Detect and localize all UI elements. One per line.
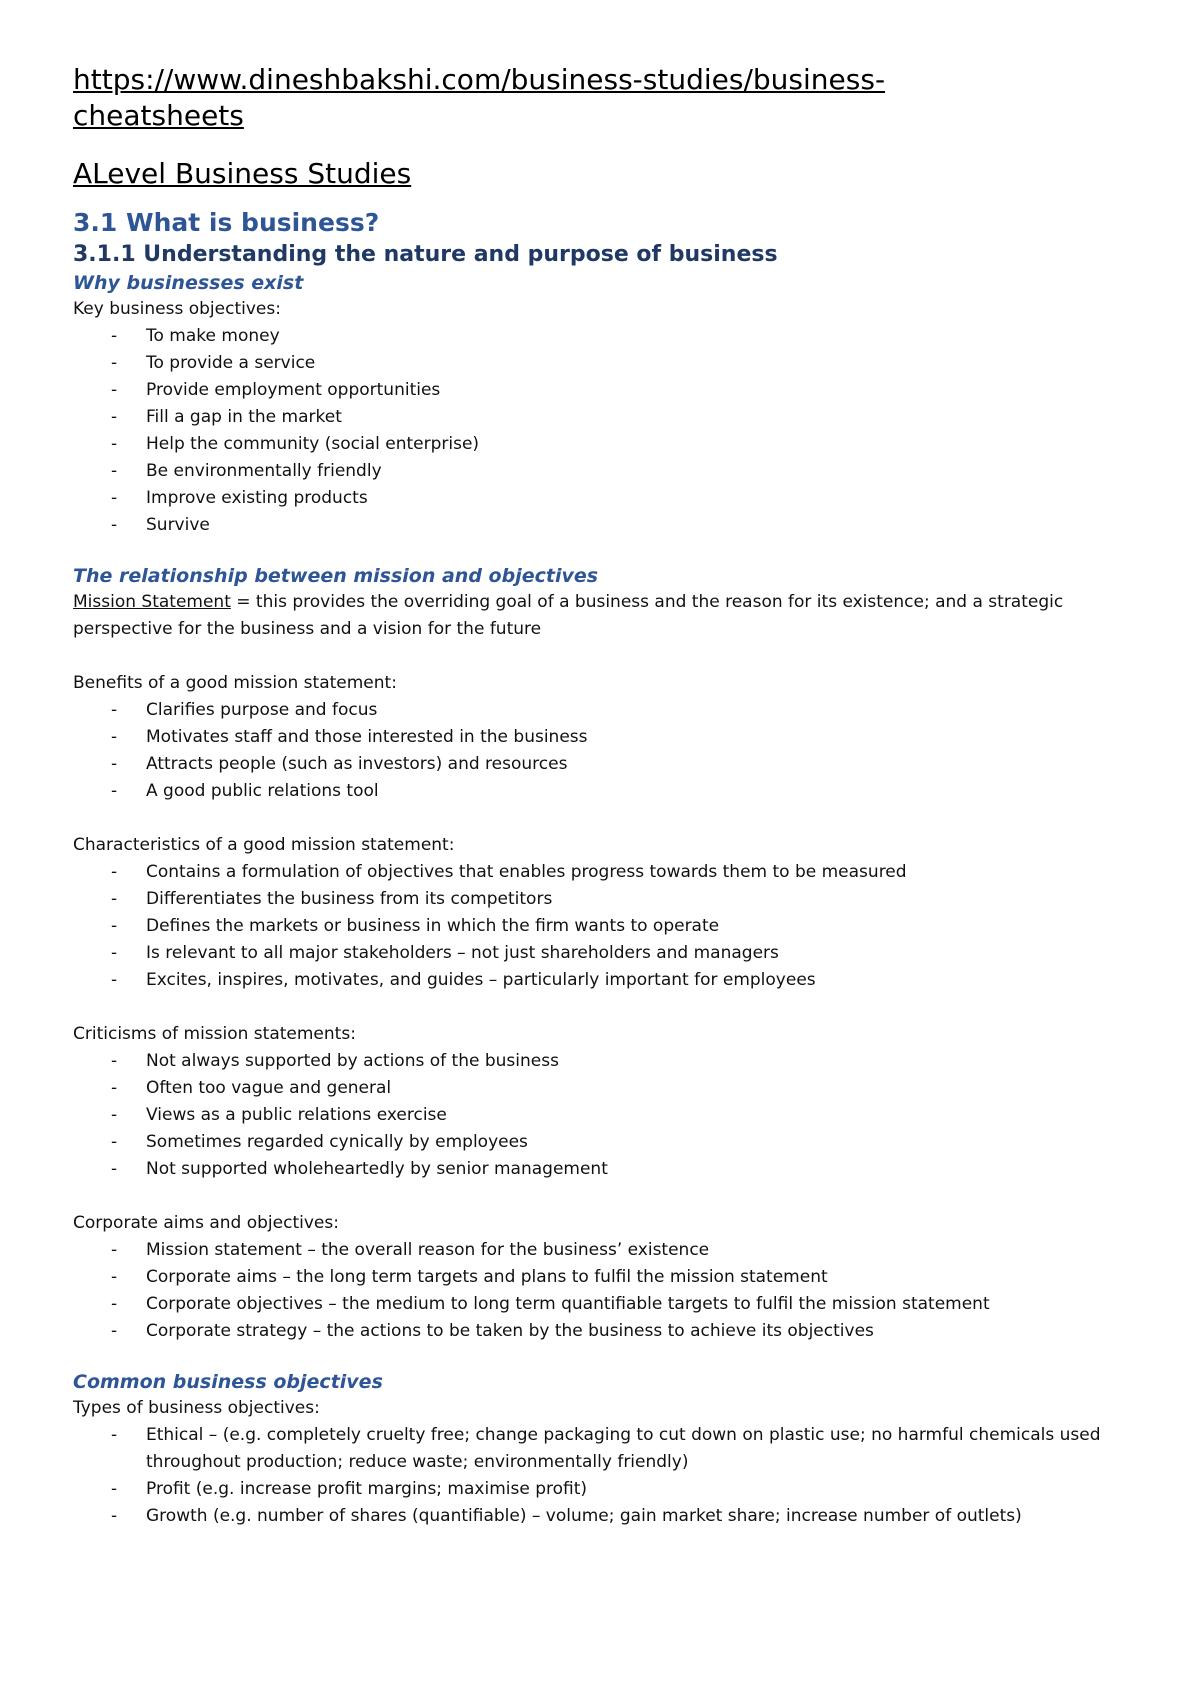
list-item bbox=[73, 1075, 1140, 1102]
list-item-text: Is relevant to all major stakeholders – not just shareholders and managers bbox=[146, 943, 779, 963]
list-item bbox=[73, 778, 1140, 805]
list-dash-marker: - bbox=[111, 434, 118, 454]
why-businesses-exist-heading: Why businesses exist bbox=[73, 272, 304, 294]
list-item bbox=[73, 404, 1140, 431]
list-item bbox=[73, 1318, 1140, 1345]
list-dash-marker: - bbox=[111, 781, 118, 801]
list-item bbox=[73, 1048, 1140, 1075]
source-link[interactable]: https://www.dineshbakshi.com/business-studies/business-cheatsheets bbox=[73, 63, 886, 132]
list-item bbox=[73, 751, 1140, 778]
list-dash-marker: - bbox=[111, 970, 118, 990]
list-item bbox=[73, 1476, 1140, 1503]
list-dash-marker: - bbox=[111, 1321, 118, 1341]
list-dash-marker: - bbox=[111, 326, 118, 346]
common-objectives-heading: Common business objectives bbox=[73, 1371, 383, 1393]
list-item bbox=[73, 859, 1140, 886]
list-item bbox=[73, 1503, 1140, 1530]
list-item-text: A good public relations tool bbox=[146, 781, 379, 801]
list-item-text: Be environmentally friendly bbox=[146, 461, 382, 481]
list-item bbox=[73, 1156, 1140, 1183]
list-item-text: To make money bbox=[146, 326, 280, 346]
list-item bbox=[73, 886, 1140, 913]
list-dash-marker: - bbox=[111, 1479, 118, 1499]
list-item-text: Views as a public relations exercise bbox=[146, 1105, 447, 1125]
list-item-text: Ethical – (e.g. completely cruelty free; change packaging to cut down on plastic use; no harmful chemicals used throughout production; reduce waste; environmentally friendly) bbox=[146, 1425, 1101, 1472]
list-item-text: Help the community (social enterprise) bbox=[146, 434, 480, 454]
list-dash-marker: - bbox=[111, 727, 118, 747]
list-dash-marker: - bbox=[111, 916, 118, 936]
list-item bbox=[73, 1129, 1140, 1156]
list-item-text: Not always supported by actions of the business bbox=[146, 1051, 559, 1071]
list-dash-marker: - bbox=[111, 380, 118, 400]
list-item bbox=[73, 913, 1140, 940]
list-dash-marker: - bbox=[111, 488, 118, 508]
list-item bbox=[73, 1264, 1140, 1291]
list-dash-marker: - bbox=[111, 1425, 118, 1445]
list-item-text: Improve existing products bbox=[146, 488, 368, 508]
characteristics-list bbox=[73, 859, 1140, 994]
list-item bbox=[73, 967, 1140, 994]
benefits-list bbox=[73, 697, 1140, 805]
list-item bbox=[73, 485, 1140, 512]
list-item bbox=[73, 431, 1140, 458]
mission-objectives-heading: The relationship between mission and objectives bbox=[73, 565, 599, 587]
list-item-text: Clarifies purpose and focus bbox=[146, 700, 378, 720]
list-item bbox=[73, 458, 1140, 485]
list-item-text: Corporate aims – the long term targets and plans to fulfil the mission statement bbox=[146, 1267, 828, 1287]
list-item-text: Not supported wholeheartedly by senior management bbox=[146, 1159, 608, 1179]
list-item-text: Fill a gap in the market bbox=[146, 407, 342, 427]
criticisms-intro: Criticisms of mission statements: bbox=[73, 1024, 356, 1044]
list-dash-marker: - bbox=[111, 1051, 118, 1071]
list-dash-marker: - bbox=[111, 353, 118, 373]
list-item-text: Motivates staff and those interested in the business bbox=[146, 727, 588, 747]
list-dash-marker: - bbox=[111, 515, 118, 535]
benefits-intro: Benefits of a good mission statement: bbox=[73, 673, 397, 693]
key-objectives-list bbox=[73, 323, 1140, 539]
list-item-text: Corporate strategy – the actions to be taken by the business to achieve its objectives bbox=[146, 1321, 874, 1341]
list-dash-marker: - bbox=[111, 1078, 118, 1098]
list-item-text: Contains a formulation of objectives that enables progress towards them to be measured bbox=[146, 862, 907, 882]
list-item-text: Mission statement – the overall reason for the business’ existence bbox=[146, 1240, 710, 1260]
list-item-text: Defines the markets or business in which the firm wants to operate bbox=[146, 916, 720, 936]
list-item-text: Corporate objectives – the medium to long term quantifiable targets to fulfil the mission statement bbox=[146, 1294, 990, 1314]
corporate-aims-intro: Corporate aims and objectives: bbox=[73, 1213, 339, 1233]
list-item-text: Survive bbox=[146, 515, 210, 535]
list-item bbox=[73, 1291, 1140, 1318]
list-dash-marker: - bbox=[111, 889, 118, 909]
mission-statement-text: = this provides the overriding goal of a business and the reason for its existence; and a strategic perspective for the business and a vision for the future bbox=[73, 592, 1064, 639]
list-dash-marker: - bbox=[111, 1267, 118, 1287]
list-item-text: To provide a service bbox=[146, 353, 316, 373]
list-dash-marker: - bbox=[111, 1105, 118, 1125]
list-dash-marker: - bbox=[111, 1240, 118, 1260]
list-item-text: Excites, inspires, motivates, and guides – particularly important for employees bbox=[146, 970, 816, 990]
list-item bbox=[73, 1422, 1140, 1476]
mission-statement-definition bbox=[73, 589, 1140, 643]
list-dash-marker: - bbox=[111, 407, 118, 427]
list-item bbox=[73, 1237, 1140, 1264]
section-heading: 3.1 What is business? bbox=[73, 208, 380, 237]
list-item bbox=[73, 350, 1140, 377]
mission-statement-term: Mission Statement bbox=[73, 592, 231, 612]
key-objectives-intro: Key business objectives: bbox=[73, 299, 281, 319]
list-dash-marker: - bbox=[111, 700, 118, 720]
list-item-text: Often too vague and general bbox=[146, 1078, 392, 1098]
list-item bbox=[73, 724, 1140, 751]
list-dash-marker: - bbox=[111, 461, 118, 481]
list-item-text: Differentiates the business from its competitors bbox=[146, 889, 553, 909]
list-item bbox=[73, 940, 1140, 967]
list-dash-marker: - bbox=[111, 1294, 118, 1314]
corporate-aims-list bbox=[73, 1237, 1140, 1345]
list-item-text: Provide employment opportunities bbox=[146, 380, 441, 400]
subsection-heading: 3.1.1 Understanding the nature and purpose of business bbox=[73, 242, 778, 267]
list-item-text: Sometimes regarded cynically by employees bbox=[146, 1132, 528, 1152]
list-dash-marker: - bbox=[111, 1506, 118, 1526]
list-item bbox=[73, 377, 1140, 404]
list-item bbox=[73, 697, 1140, 724]
criticisms-list bbox=[73, 1048, 1140, 1183]
characteristics-intro: Characteristics of a good mission statement: bbox=[73, 835, 455, 855]
list-item-text: Profit (e.g. increase profit margins; maximise profit) bbox=[146, 1479, 588, 1499]
list-item bbox=[73, 1102, 1140, 1129]
list-dash-marker: - bbox=[111, 862, 118, 882]
list-dash-marker: - bbox=[111, 754, 118, 774]
list-item bbox=[73, 323, 1140, 350]
list-item-text: Growth (e.g. number of shares (quantifiable) – volume; gain market share; increase number of outlets) bbox=[146, 1506, 1022, 1526]
types-of-objectives-intro: Types of business objectives: bbox=[73, 1398, 320, 1418]
list-dash-marker: - bbox=[111, 1159, 118, 1179]
list-dash-marker: - bbox=[111, 1132, 118, 1152]
list-item-text: Attracts people (such as investors) and resources bbox=[146, 754, 568, 774]
list-item bbox=[73, 512, 1140, 539]
document-title: ALevel Business Studies bbox=[73, 157, 412, 190]
types-of-objectives-list bbox=[73, 1422, 1140, 1530]
list-dash-marker: - bbox=[111, 943, 118, 963]
